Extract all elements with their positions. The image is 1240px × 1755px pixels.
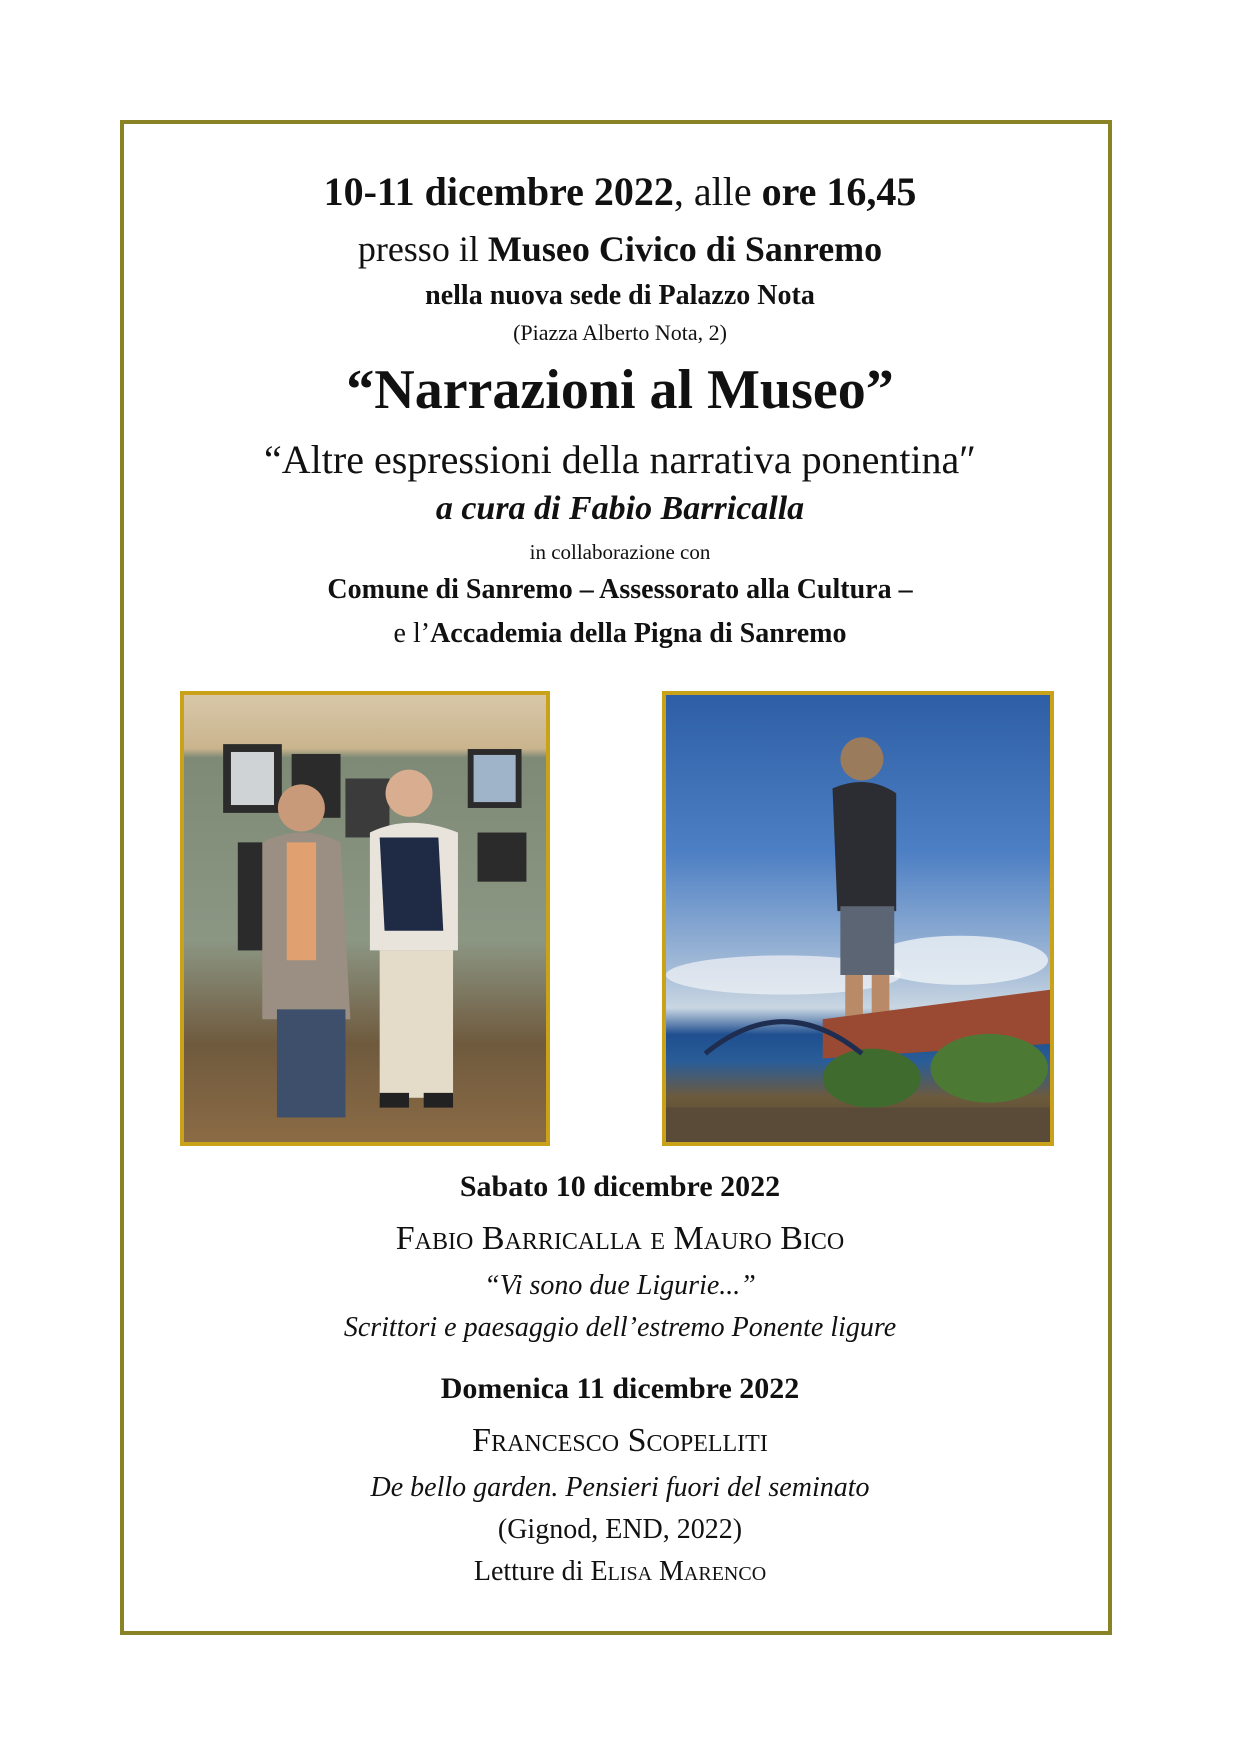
event-2-readings: Letture di Elisa Marenco [473, 1556, 767, 1587]
event-2-book-title: De bello garden. Pensieri fuori del seminato [370, 1472, 870, 1503]
venue-address: (Piazza Alberto Nota, 2) [513, 320, 727, 345]
curator: a cura di Fabio Barricalla [435, 490, 805, 527]
page-subtitle: “Altre espressioni della narrativa ponentina″ [264, 437, 976, 482]
event-2-speaker: Francesco Scopelliti [472, 1422, 768, 1459]
collaboration-label: in collaborazione con [529, 540, 711, 564]
venue-seat: nella nuova sede di Palazzo Nota [425, 280, 815, 311]
event-1-day: Sabato 10 dicembre 2022 [459, 1170, 781, 1203]
photo-man-on-terrace [662, 691, 1054, 1146]
photo-two-men-exhibition [180, 691, 550, 1146]
organizer-2: e l’Accademia della Pigna di Sanremo [393, 618, 847, 649]
event-dates: 10-11 dicembre 2022, alle ore 16,45 [323, 169, 917, 214]
event-1-speakers: Fabio Barricalla e Mauro Bico [395, 1220, 845, 1257]
page-title: “Narrazioni al Museo” [346, 359, 894, 421]
organizer-1: Comune di Sanremo – Assessorato alla Cultura – [327, 574, 913, 605]
event-2-book-publisher: (Gignod, END, 2022) [497, 1514, 743, 1545]
event-2-day: Domenica 11 dicembre 2022 [440, 1372, 800, 1405]
event-1-quote: “Vi sono due Ligurie...” [484, 1270, 756, 1301]
venue: presso il Museo Civico di Sanremo [357, 229, 883, 269]
event-1-topic: Scrittori e paesaggio dell’estremo Ponente ligure [343, 1312, 897, 1343]
